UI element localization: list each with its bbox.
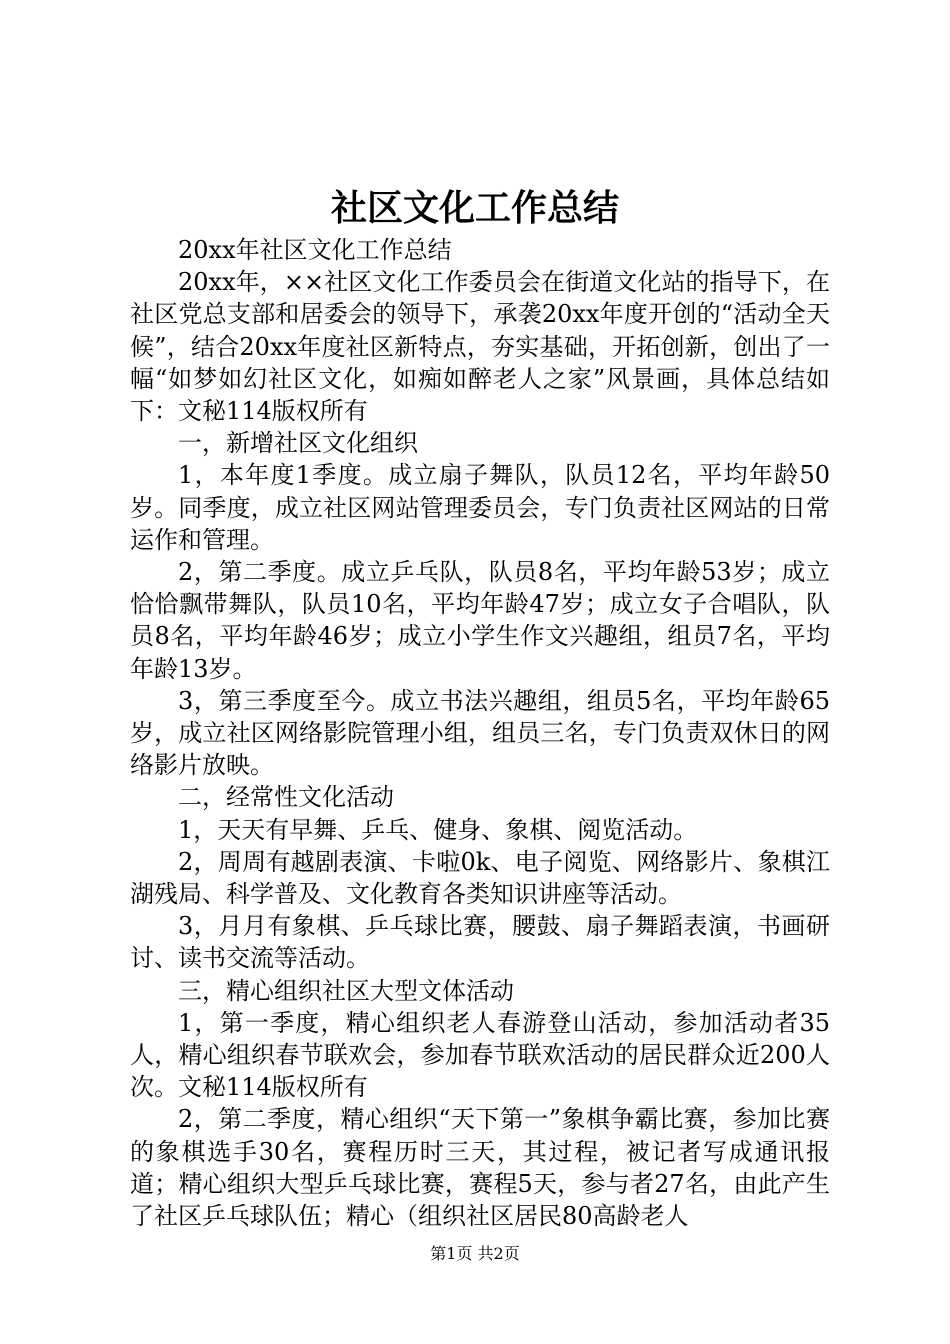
document-title: 社区文化工作总结 [330, 187, 619, 229]
paragraph: 1，本年度1季度。成立扇子舞队，队员12名，平均年龄50岁。同季度，成立社区网站管理委员会，专门负责社区网站的日常运作和管理。 [130, 461, 830, 554]
paragraph: 2，第二季度。成立乒乓队，队员8名，平均年龄53岁；成立恰恰飘带舞队，队员10名，平均年龄47岁；成立女子合唱队，队员8名，平均年龄46岁；成立小学生作文兴趣组，组员7名，平均年龄13岁。 [130, 558, 830, 683]
paragraph: 3，第三季度至今。成立书法兴趣组，组员5名，平均年龄65岁，成立社区网络影院管理小组，组员三名，专门负责双休日的网络影片放映。 [130, 686, 830, 780]
document-body [130, 234, 830, 1232]
paragraph-intro: 20xx年，××社区文化工作委员会在街道文化站的指导下，在社区党总支部和居委会的领导下，承袭20xx年度开创的“活动全天候”，结合20xx年度社区新特点，夯实基础，开拓创新，创出了一幅“如梦如幻社区文化，如痴如醉老人之家”风景画，具体总结如下：文秘114版权所有 [130, 268, 830, 426]
section-heading-1: 一，新增社区文化组织 [178, 429, 418, 458]
paragraph-subtitle: 20xx年社区文化工作总结 [178, 236, 452, 264]
page-footer: 第1页 共2页 [430, 1244, 520, 1263]
paragraph: 3，月月有象棋、乒乓球比赛，腰鼓、扇子舞蹈表演，书画研讨、读书交流等活动。 [130, 912, 830, 973]
section-heading-3: 三，精心组织社区大型文体活动 [178, 976, 514, 1005]
paragraph: 2，第二季度，精心组织“天下第一”象棋争霸比赛，参加比赛的象棋选手30名，赛程历时三天，其过程，被记者写成通讯报道；精心组织大型乒乓球比赛，赛程5天，参与者27名，由此产生了社区乒乓球队伍；精心（组织社区居民80高龄老人 [130, 1105, 830, 1231]
paragraph: 1，天天有早舞、乒乓、健身、象棋、阅览活动。 [178, 815, 698, 844]
section-heading-2: 二，经常性文化活动 [178, 783, 394, 812]
paragraph: 1，第一季度，精心组织老人春游登山活动，参加活动者35人，精心组织春节联欢会，参加春节联欢活动的居民群众近200人次。文秘114版权所有 [130, 1008, 830, 1102]
paragraph: 2，周周有越剧表演、卡啦0k、电子阅览、网络影片、象棋江湖残局、科学普及、文化教育各类知识讲座等活动。 [130, 847, 830, 909]
